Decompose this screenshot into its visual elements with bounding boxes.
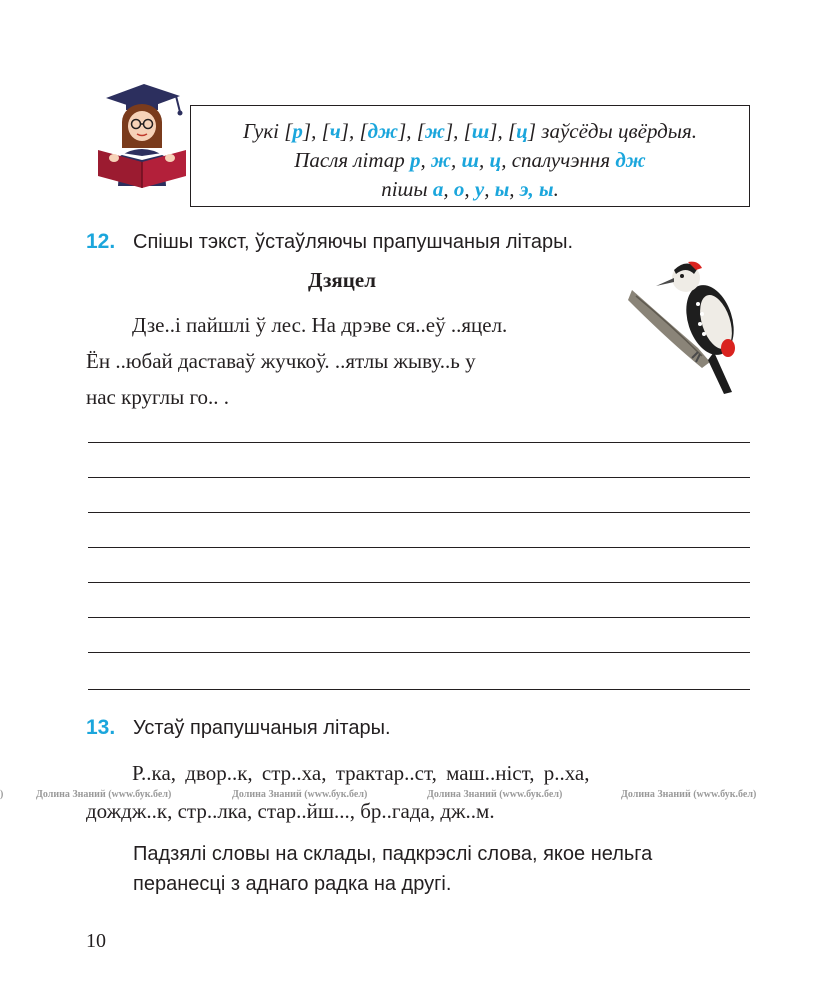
rule-line-1 xyxy=(191,117,749,146)
text-line-3: нас круглы го.. . xyxy=(86,385,230,409)
rule-text: , спалучэння xyxy=(501,148,616,172)
followup-line-2: перанесці з аднаго радка на другі. xyxy=(133,873,452,895)
highlight-letter: ш xyxy=(461,148,480,172)
rule-text: ], [ xyxy=(398,119,425,143)
highlight-letter: дж xyxy=(367,119,399,143)
highlight-letter: о xyxy=(453,177,465,201)
highlight-letter: р xyxy=(292,119,303,143)
task-12-number: 12. xyxy=(86,230,116,253)
highlight-letter: ж xyxy=(431,148,452,172)
writing-line[interactable] xyxy=(88,652,750,653)
page-number: 10 xyxy=(86,930,106,952)
highlight-letter: у xyxy=(474,177,485,201)
writing-line[interactable] xyxy=(88,582,750,583)
watermark: Долина Знаний (www.бук.бел) xyxy=(621,789,757,800)
rule-text: , xyxy=(451,148,462,172)
rule-line-3 xyxy=(191,175,749,204)
woodpecker-illustration xyxy=(628,252,758,402)
highlight-letter: а xyxy=(432,177,444,201)
watermark: Долина Знаний (www.бук.бел) xyxy=(427,789,563,800)
highlight-letter: дж xyxy=(615,148,646,172)
rule-text: ], [ xyxy=(302,119,330,143)
highlight-letter: ч xyxy=(329,119,341,143)
highlight-letter: ш xyxy=(471,119,490,143)
highlight-letter: э, ы xyxy=(519,177,554,201)
words-line-1: Р..ка, двор..к, стр..ха, трактар..ст, маш..ніст, р..ха, xyxy=(132,761,590,785)
rule-text: , xyxy=(464,177,475,201)
text-title: Дзяцел xyxy=(308,268,376,292)
followup-line-1: Падзялі словы на склады, падкрэслі слова, якое нельга xyxy=(133,843,653,865)
rule-text: Гукі [ xyxy=(242,119,293,143)
task-13-number: 13. xyxy=(86,716,116,739)
rule-text: ] заўсёды цвёрдыя. xyxy=(527,119,698,143)
rule-text: ], [ xyxy=(444,119,472,143)
rule-text: , xyxy=(443,177,454,201)
watermark: Долина Знаний (www.бук.бел) xyxy=(232,789,368,800)
rule-box xyxy=(190,105,750,207)
rule-text: . xyxy=(553,177,559,201)
text-line-2: Ён ..юбай даставаў жучкоў. ..ятлы жыву..ь у xyxy=(86,349,476,373)
teacher-reading-illustration xyxy=(92,78,192,190)
words-line-2: дождж..к, стр..лка, стар..йш..., бр..гада, дж..м. xyxy=(86,799,495,823)
watermark-edge: ) xyxy=(0,789,4,800)
rule-text: , xyxy=(509,177,520,201)
writing-line[interactable] xyxy=(88,617,750,618)
writing-line[interactable] xyxy=(88,547,750,548)
rule-text: ], [ xyxy=(340,119,368,143)
task-13-instruction: Устаў прапушчаныя літары. xyxy=(133,717,391,739)
rule-text: , xyxy=(479,148,490,172)
text-line-1: Дзе..і пайшлі ў лес. На дрэве ся..еў ..яцел. xyxy=(132,313,508,337)
writing-line[interactable] xyxy=(88,689,750,690)
rule-line-2 xyxy=(191,146,749,175)
writing-line[interactable] xyxy=(88,442,750,443)
writing-line[interactable] xyxy=(88,477,750,478)
highlight-letter: р xyxy=(410,148,421,172)
watermark: Долина Знаний (www.бук.бел) xyxy=(36,789,172,800)
rule-text: пішы xyxy=(381,177,433,201)
highlight-letter: ж xyxy=(424,119,445,143)
rule-text: ], [ xyxy=(489,119,517,143)
writing-line[interactable] xyxy=(88,512,750,513)
rule-text: , xyxy=(484,177,495,201)
highlight-letter: ц xyxy=(516,119,528,143)
rule-text: , xyxy=(420,148,432,172)
task-12-instruction: Спішы тэкст, ўстаўляючы прапушчаныя літары. xyxy=(133,231,574,253)
highlight-letter: ц xyxy=(489,148,502,172)
rule-text: Пасля літар xyxy=(294,148,411,172)
highlight-letter: ы xyxy=(494,177,510,201)
